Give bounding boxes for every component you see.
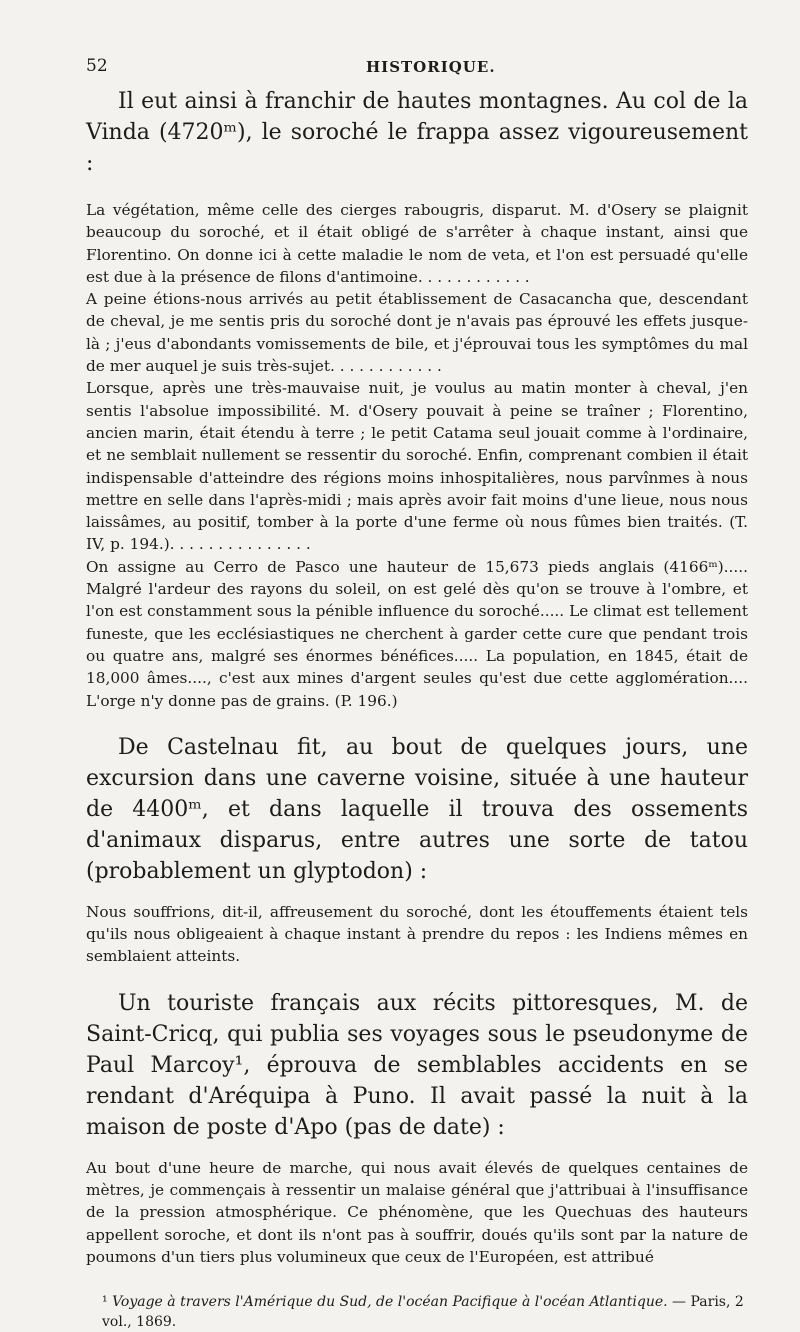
quote-1-paragraph-3: Lorsque, après une très-mauvaise nuit, je voulus au matin monter à cheval, j'en sentis l'absolue impossibilité. M. d'Osery pouvait à peine se traîner ; Florentino, ancien marin, était étendu à terre ; le petit Catama seul jouait comme à l'ordinaire, et ne semblait nullement se ressentir du soroché. Enfin, comprenant combien il était indispensable d'atteindre des régions moins inhospitalières, nous parvînmes à nous mettre en selle dans l'après-midi ; mais après avoir fait moins d'une lieue, nous nous laissâmes, au positif, tomber à la porte d'une ferme où nous fûmes bien traités. (T. IV, p. 194.). . . . . . . . . . . . . . . — [86, 379, 748, 554]
quote-3-paragraph: Au bout d'une heure de marche, qui nous avait élevés de quelques centaines de mètres, je commençais à ressentir un malaise général que j'attribuai à l'insuffisance de la pression atmosphérique. Ce phénomène, que les Quechuas des hauteurs appellent soroche, et dont ils n'ont pas à souffrir, doués qu'ils sont par la nature de poumons d'un tiers plus volumineux que ceux de l'Européen, est attribué — [86, 1158, 748, 1266]
paragraph-1: Il eut ainsi à franchir de hautes montagnes. Au col de la Vinda (4720ᵐ), le soroché le frappa assez vigoureusement : — [86, 89, 748, 176]
footnote-rest: — Paris, 2 vol., 1869. — [102, 1294, 744, 1331]
quote-1-paragraph-1: La végétation, même celle des cierges rabougris, disparut. M. d'Osery se plaignit beaucoup du soroché, et il était obligé de s'arrêter à chaque instant, ainsi que Florentino. On donne ici à cette maladie le nom de veta, et l'on est persuadé qu'elle est due à la présence de filons d'antimoine. . . . . . . . . . . . — [86, 201, 748, 286]
quote-block-2 — [86, 901, 748, 968]
paragraph-3: Un touriste français aux récits pittoresques, M. de Saint-Cricq, qui publia ses voyages sous le pseudonyme de Paul Marcoy¹, éprouva de semblables accidents en se rendant d'Aréquipa à Puno. Il avait passé la nuit à la maison de poste d'Apo (pas de date) : — [86, 990, 748, 1140]
paragraph-2: De Castelnau fit, au bout de quelques jours, une excursion dans une caverne voisine, située à une hauteur de 4400ᵐ, et dans laquelle il trouva des ossements d'animaux disparus, entre autres une sorte de tatou (probablement un glyptodon) : — [86, 734, 748, 884]
footnote-marker: ¹ — [102, 1294, 108, 1311]
page-number: 52 — [86, 56, 108, 76]
footnote — [86, 1292, 748, 1332]
footnote-title: Voyage à travers l'Amérique du Sud, de l'océan Pacifique à l'océan Atlantique. — [112, 1294, 668, 1311]
quote-block-3 — [86, 1157, 748, 1268]
running-title: HISTORIQUE. — [366, 58, 496, 76]
footnote-area — [86, 1292, 748, 1332]
quote-block-1 — [86, 199, 748, 712]
quote-1-paragraph-2: A peine étions-nous arrivés au petit établissement de Casacancha que, descendant de cheval, je me sentis pris du soroché dont je n'avais pas éprouvé les effets jusque-là ; j'eus d'abondants vomissements de bile, et j'éprouvai tous les symptômes du mal de mer auquel je suis très-sujet. . . . . . . . . . . . — [86, 290, 748, 376]
quote-1-paragraph-4: On assigne au Cerro de Pasco une hauteur de 15,673 pieds anglais (4166ᵐ)..... Malgré l'ardeur des rayons du soleil, on est gelé dès qu'on se trouve à l'ombre, et l'on est constamment sous la pénible influence du soroché..... Le climat est tellement funeste, que les ecclésiastiques ne cherchent à garder cette cure que pendant trois ou quatre ans, malgré ses énormes bénéfices..... La population, en 1845, était de 18,000 âmes...., c'est aux mines d'argent seules qu'est due cette agglomération.... L'orge n'y donne pas de grains. (P. 196.) — [86, 557, 748, 710]
page-header — [86, 52, 748, 86]
quote-2-paragraph: Nous souffrions, dit-il, affreusement du soroché, dont les étouffements étaient tels qu'ils nous obligeaient à chaque instant à prendre du repos : les Indiens mêmes en semblaient atteints. — [86, 902, 748, 966]
paragraph-3-block — [86, 988, 748, 1143]
paragraph-2-block — [86, 732, 748, 887]
